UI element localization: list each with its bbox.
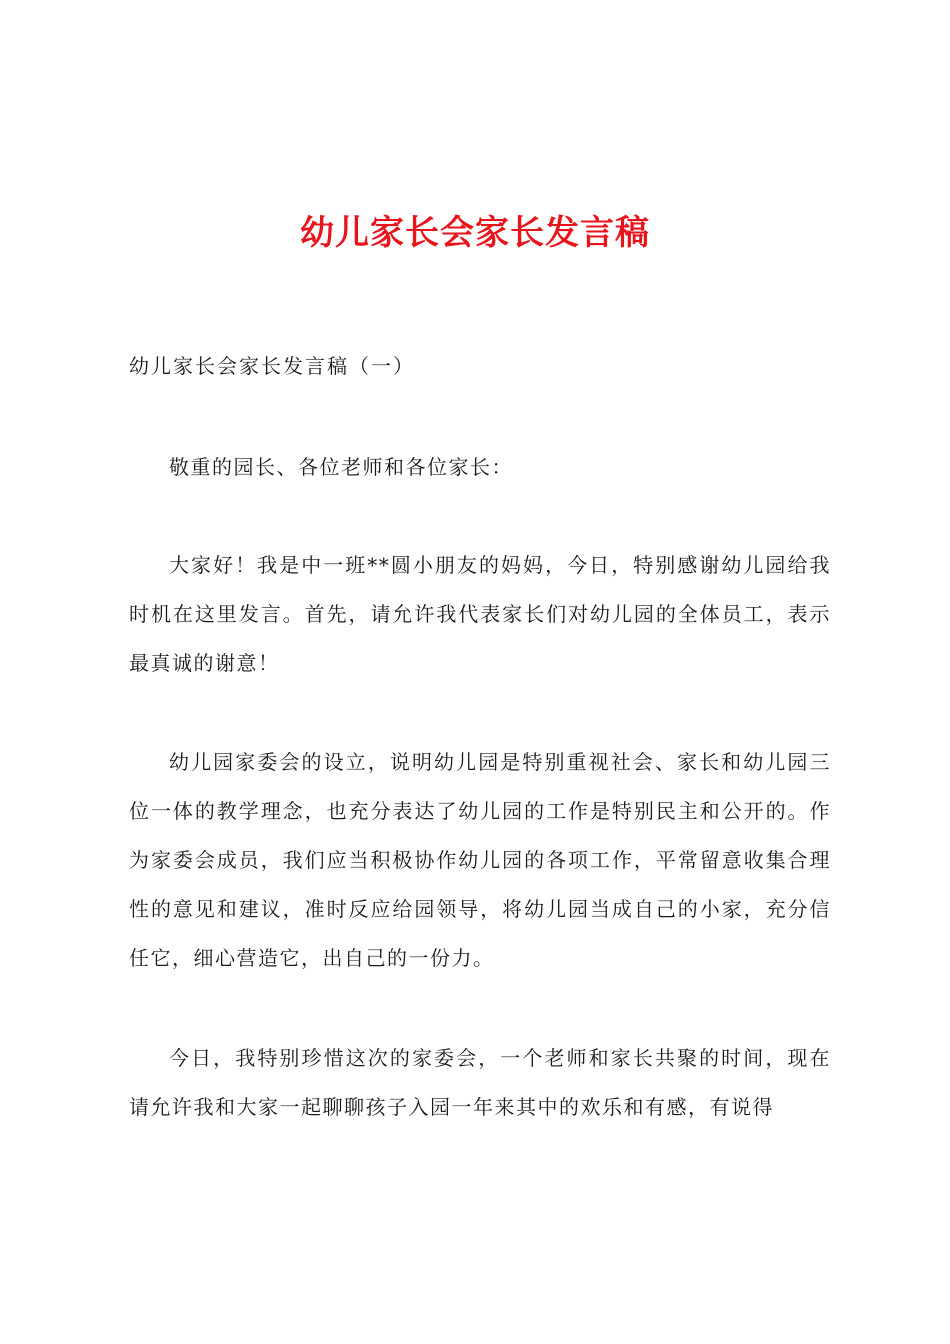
- paragraph-greeting: 敬重的园长、各位老师和各位家长：: [169, 455, 513, 479]
- paragraph-committee: 幼儿园家委会的设立，说明幼儿园是特别重视社会、家长和幼儿园三位一体的教学理念，也充分表达了幼儿园的工作是特别民主和公开的。作为家委会成员，我们应当积极协作幼儿园的各项工作，平常留意收集合理性的意见和建议，准时反应给园领导，将幼儿园当成自己的小家，充分信任它，细心营造它，出自己的一份力。: [129, 750, 831, 970]
- document-title: 幼儿家长会家长发言稿: [300, 213, 650, 253]
- paragraph-intro: 大家好！我是中一班**圆小朋友的妈妈，今日，特别感谢幼儿园给我时机在这里发言。首先，请允许我代表家长们对幼儿园的全体员工，表示最真诚的谢意！: [129, 553, 831, 675]
- section-heading: 幼儿家长会家长发言稿（一）: [129, 354, 415, 378]
- paragraph-today: 今日，我特别珍惜这次的家委会，一个老师和家长共聚的时间，现在请允许我和大家一起聊聊孩子入园一年来其中的欢乐和有感，有说得: [129, 1046, 831, 1119]
